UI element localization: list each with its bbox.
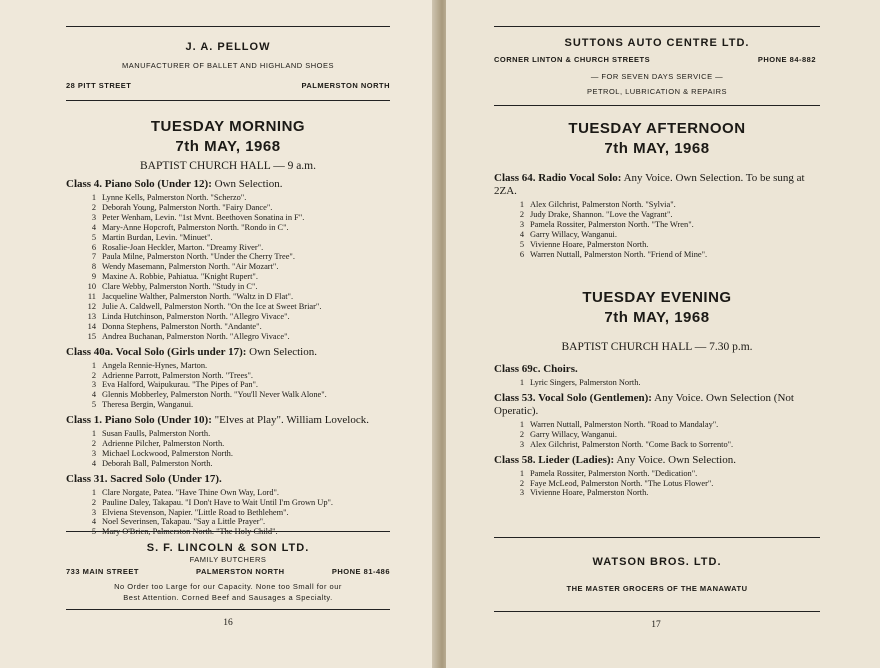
divider	[66, 531, 390, 532]
entry-row	[66, 527, 396, 537]
entry-text: Adrienne Pilcher, Palmerston North.	[102, 439, 225, 449]
divider	[66, 609, 390, 610]
entry-text: Maxine A. Robbie, Pahiatua. "Knight Rupert".	[102, 272, 258, 282]
ad-lincoln-line1: No Order too Large for our Capacity. None too Small for our	[114, 582, 342, 591]
entry-text: Adrienne Parrott, Palmerston North. "Trees".	[102, 370, 253, 380]
entry-text: Donna Stephens, Palmerston North. "Andante".	[102, 321, 262, 331]
afternoon-class-list	[494, 172, 824, 263]
ad-pellow-city: PALMERSTON NORTH	[301, 81, 390, 90]
entry-text: Angela Rennie-Hynes, Marton.	[102, 360, 208, 370]
class-name: Class 31. Sacred Solo (Under 17).	[66, 472, 222, 485]
entry-number: 2	[91, 439, 96, 449]
entry-number: 5	[91, 232, 96, 242]
entry-text: Garry Willacy, Wanganui.	[530, 429, 617, 439]
entry-number: 8	[91, 262, 96, 272]
entry-row	[494, 250, 824, 260]
entry-number: 2	[91, 497, 96, 507]
heading-date: 7th MAY, 1968	[604, 140, 710, 157]
entry-number: 7	[91, 252, 96, 262]
class-description: Any Voice. Own Selection.	[614, 453, 736, 466]
entry-text: Warren Nuttall, Palmerston North. "Friend of Mine".	[530, 249, 708, 259]
entry-row	[66, 439, 396, 449]
class-section	[494, 363, 824, 388]
class-name: Class 40a. Vocal Solo (Girls under 17):	[66, 345, 247, 358]
entry-text: Theresa Bergin, Wanganui.	[102, 400, 194, 410]
entry-row	[66, 262, 396, 272]
class-title	[494, 392, 824, 418]
ad-pellow-name: J. A. PELLOW	[185, 41, 271, 53]
entry-text: Linda Hutchinson, Palmerston North. "Allegro Vivace".	[102, 311, 290, 321]
entry-row	[494, 200, 824, 210]
entry-text: Faye McLeod, Palmerston North. "The Lotus Flower".	[530, 478, 714, 488]
entry-text: Pamela Rossiter, Palmerston North. "The Wren".	[530, 219, 694, 229]
entry-text: Julie A. Caldwell, Palmerston North. "On the Ice at Sweet Briar".	[102, 301, 322, 311]
entry-row	[66, 243, 396, 253]
venue-morning: BAPTIST CHURCH HALL — 9 a.m.	[139, 160, 317, 172]
entry-row	[66, 371, 396, 381]
entry-row	[66, 390, 396, 400]
entry-number: 3	[519, 439, 524, 449]
entry-text: Noel Severinsen, Takapau. "Say a Little Prayer".	[102, 517, 266, 527]
entry-row	[494, 430, 824, 440]
heading-title: TUESDAY MORNING	[150, 118, 306, 135]
entry-text: Martin Burdan, Levin. "Minuet".	[102, 232, 213, 242]
heading-title: TUESDAY EVENING	[582, 289, 732, 306]
entry-row	[66, 223, 396, 233]
ad-lincoln-city: PALMERSTON NORTH	[196, 567, 285, 576]
entry-row	[66, 488, 396, 498]
ad-suttons-services: PETROL, LUBRICATION & REPAIRS	[586, 87, 728, 96]
entry-text: Rosalie-Joan Heckler, Marton. "Dreamy River".	[102, 242, 264, 252]
divider	[494, 26, 820, 27]
class-section	[66, 414, 396, 469]
entry-text: Pamela Rossiter, Palmerston North. "Dedication".	[530, 468, 698, 478]
entry-number: 4	[91, 517, 96, 527]
class-description: Any Voice. Own Selection. To be sung at 2ZA.	[494, 172, 805, 197]
entry-text: Garry Willacy, Wanganui.	[530, 229, 617, 239]
entry-row	[66, 312, 396, 322]
entry-number: 15	[87, 331, 96, 341]
ad-suttons-address: CORNER LINTON & CHURCH STREETS	[494, 55, 651, 64]
divider	[66, 26, 390, 27]
class-title	[494, 172, 824, 198]
entry-row	[494, 210, 824, 220]
divider	[494, 611, 820, 612]
class-title	[66, 346, 396, 359]
ad-suttons-name: SUTTONS AUTO CENTRE LTD.	[564, 37, 750, 49]
entry-row	[66, 361, 396, 371]
entry-text: Lyric Singers, Palmerston North.	[530, 378, 641, 387]
entry-number: 11	[87, 292, 96, 302]
entry-number: 4	[91, 390, 96, 400]
entry-text: Vivienne Hoare, Palmerston North.	[530, 239, 649, 249]
entry-number: 9	[91, 272, 96, 282]
left-page	[0, 0, 438, 668]
entry-row	[66, 517, 396, 527]
class-section	[66, 178, 396, 342]
entry-text: Vivienne Hoare, Palmerston North.	[530, 488, 649, 498]
ad-lincoln-name: S. F. LINCOLN & SON LTD.	[146, 542, 310, 554]
ad-lincoln-sub: FAMILY BUTCHERS	[189, 555, 267, 564]
class-description: Any Voice. Own Selection (Not Operatic).	[494, 391, 794, 417]
ad-pellow-address: 28 PITT STREET	[66, 81, 132, 90]
class-section	[66, 473, 396, 538]
entry-row	[66, 272, 396, 282]
entry-row	[66, 380, 396, 390]
entry-row	[66, 332, 396, 342]
right-page	[446, 0, 880, 668]
entry-row	[66, 429, 396, 439]
divider	[66, 100, 390, 101]
entry-text: Warren Nuttall, Palmerston North. "Road to Mandalay".	[530, 419, 719, 429]
entry-number: 1	[519, 419, 524, 429]
entry-row	[66, 193, 396, 203]
entry-row	[66, 282, 396, 292]
entry-text: Andrea Buchanan, Palmerston North. "Allegro Vivace".	[102, 331, 290, 341]
heading-afternoon	[494, 120, 820, 157]
entry-number: 5	[519, 239, 524, 249]
entry-text: Michael Lockwood, Palmerston North.	[102, 448, 233, 458]
class-name: Class 1. Piano Solo (Under 10):	[66, 414, 212, 427]
entry-number: 5	[91, 527, 96, 537]
entry-text: Peter Wenham, Levin. "1st Mvnt. Beethoven Sonatina in F".	[102, 212, 305, 222]
ad-lincoln-line2: Best Attention. Corned Beef and Sausages a Specialty.	[123, 593, 333, 602]
entry-number: 14	[87, 321, 96, 331]
entry-row	[66, 292, 396, 302]
entry-text: Mary-Anne Hopcroft, Palmerston North. "Rondo in C".	[102, 222, 289, 232]
entry-row	[494, 420, 824, 430]
class-name: Class 4. Piano Solo (Under 12):	[66, 178, 212, 190]
entry-text: Glennis Mobberley, Palmerston North. "You'll Never Walk Alone".	[102, 390, 327, 400]
entry-number: 2	[519, 209, 524, 219]
heading-morning	[66, 118, 390, 155]
entry-text: Lynne Kells, Palmerston North. "Scherzo".	[102, 193, 247, 202]
entry-number: 3	[91, 380, 96, 390]
entry-row	[494, 488, 824, 498]
entry-number: 6	[519, 249, 524, 259]
heading-evening	[494, 289, 820, 326]
entry-number: 3	[91, 507, 96, 517]
entry-number: 10	[87, 282, 96, 292]
class-name: Class 64. Radio Vocal Solo:	[494, 172, 622, 184]
entry-number: 2	[91, 202, 96, 212]
entry-number: 1	[519, 378, 524, 387]
class-name: Class 69c. Choirs.	[494, 363, 578, 375]
class-title	[494, 454, 824, 467]
entry-text: Paula Milne, Palmerston North. "Under the Cherry Tree".	[102, 252, 295, 262]
entry-row	[66, 252, 396, 262]
entry-row	[494, 469, 824, 479]
class-section	[494, 454, 824, 499]
entry-row	[66, 400, 396, 410]
ad-watson-tagline: THE MASTER GROCERS OF THE MANAWATU	[566, 584, 748, 593]
entry-text: Clare Webby, Palmerston North. "Study in C".	[102, 282, 258, 292]
ad-lincoln-phone: PHONE 81-486	[331, 567, 390, 576]
entry-text: Alex Gilchrist, Palmerston North. "Come Back to Sorrento".	[530, 439, 734, 449]
entry-text: Pauline Daley, Takapau. "I Don't Have to Wait Until I'm Grown Up".	[102, 497, 334, 507]
page-number: 17	[651, 620, 661, 630]
venue-evening: BAPTIST CHURCH HALL — 7.30 p.m.	[561, 341, 753, 353]
entry-row	[66, 459, 396, 469]
entry-number: 2	[519, 478, 524, 488]
entry-row	[66, 449, 396, 459]
entry-row	[494, 440, 824, 450]
class-description: Own Selection.	[246, 345, 317, 358]
class-name: Class 53. Vocal Solo (Gentlemen):	[494, 391, 652, 404]
entry-number: 1	[91, 360, 96, 370]
ad-pellow-tagline: MANUFACTURER OF BALLET AND HIGHLAND SHOES	[121, 61, 335, 70]
entry-row	[66, 508, 396, 518]
entry-number: 1	[91, 193, 96, 202]
entry-number: 3	[91, 212, 96, 222]
divider	[494, 537, 820, 538]
entry-number: 3	[519, 219, 524, 229]
ad-suttons-phone: PHONE 84-882	[757, 55, 816, 64]
entry-row	[66, 322, 396, 332]
entry-number: 5	[91, 400, 96, 410]
class-description: Own Selection.	[211, 178, 283, 190]
entry-number: 3	[519, 488, 524, 498]
left-class-list	[66, 178, 396, 541]
entry-row	[494, 230, 824, 240]
class-title	[66, 178, 396, 191]
entry-text: Jacqueline Walther, Palmerston North. "Waltz in D Flat".	[102, 292, 294, 302]
evening-class-list	[494, 363, 824, 502]
entry-text: Judy Drake, Shannon. "Love the Vagrant".	[530, 209, 673, 219]
class-section	[494, 392, 824, 450]
class-name: Class 58. Lieder (Ladies):	[494, 453, 615, 466]
heading-title: TUESDAY AFTERNOON	[568, 120, 746, 137]
entry-text: Elviena Stevenson, Napier. "Little Road to Bethlehem".	[102, 507, 289, 517]
entry-number: 4	[91, 222, 96, 232]
entry-text: Eva Halford, Waipukurau. "The Pipes of Pan".	[102, 380, 259, 390]
entry-text: Wendy Masemann, Palmerston North. "Air Mozart".	[102, 262, 279, 272]
entry-row	[66, 302, 396, 312]
entry-row	[66, 233, 396, 243]
class-section	[66, 346, 396, 411]
entry-number: 4	[519, 229, 524, 239]
entry-number: 1	[519, 200, 524, 209]
class-section	[494, 172, 824, 259]
entry-row	[66, 213, 396, 223]
entry-row	[494, 479, 824, 489]
entry-number: 3	[91, 448, 96, 458]
class-title	[66, 473, 396, 486]
entry-row	[494, 220, 824, 230]
entry-number: 1	[519, 468, 524, 478]
entry-number: 13	[87, 311, 96, 321]
entry-number: 6	[91, 242, 96, 252]
entry-text: Clare Norgate, Patea. "Have Thine Own Way, Lord".	[102, 487, 280, 497]
entry-row	[66, 203, 396, 213]
entry-number: 1	[91, 487, 96, 497]
class-title	[494, 363, 824, 376]
heading-date: 7th MAY, 1968	[175, 138, 281, 155]
entry-text: Deborah Young, Palmerston North. "Fairy Dance".	[102, 202, 273, 212]
entry-row	[66, 498, 396, 508]
entry-number: 4	[91, 458, 96, 468]
entry-text: Susan Faulls, Palmerston North.	[102, 429, 211, 439]
entry-text: Deborah Ball, Palmerston North.	[102, 458, 213, 468]
class-description: "Elves at Play". William Lovelock.	[211, 414, 369, 427]
entry-number: 12	[87, 301, 96, 311]
class-title	[66, 414, 396, 427]
entry-number: 1	[91, 429, 96, 439]
ad-lincoln-address: 733 MAIN STREET	[66, 567, 139, 576]
entry-number: 2	[519, 429, 524, 439]
ad-watson-name: WATSON BROS. LTD.	[592, 556, 722, 568]
page-number: 16	[223, 618, 233, 628]
entry-row	[494, 240, 824, 250]
ad-suttons-service: — FOR SEVEN DAYS SERVICE —	[590, 72, 724, 81]
entry-text: Alex Gilchrist, Palmerston North. "Sylvia".	[530, 200, 676, 209]
entry-row	[494, 378, 824, 388]
heading-date: 7th MAY, 1968	[604, 309, 710, 326]
entry-text: Mary O'Brien, Palmerston North. "The Holy Child".	[102, 527, 278, 537]
divider	[494, 105, 820, 106]
entry-number: 2	[91, 370, 96, 380]
